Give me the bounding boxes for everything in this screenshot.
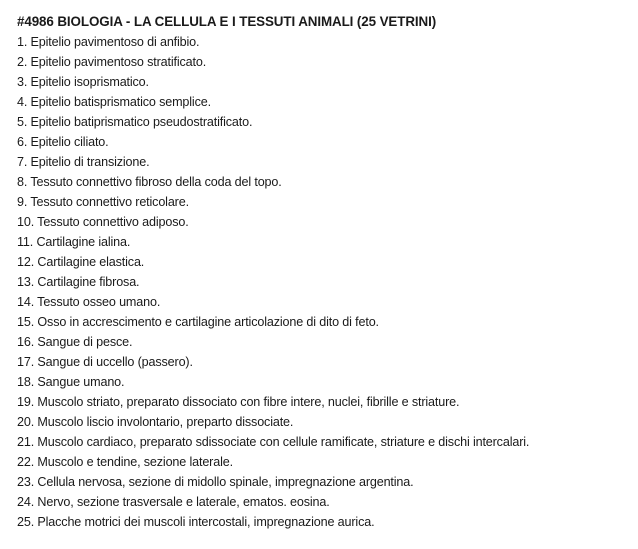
list-item: 16. Sangue di pesce. bbox=[17, 335, 133, 349]
list-item: 17. Sangue di uccello (passero). bbox=[17, 355, 193, 369]
list-item: 15. Osso in accrescimento e cartilagine articolazione di dito di feto. bbox=[17, 315, 379, 329]
list-item: 5. Epitelio batiprismatico pseudostratificato. bbox=[17, 115, 253, 129]
list-item: 11. Cartilagine ialina. bbox=[17, 235, 131, 249]
list-item: 9. Tessuto connettivo reticolare. bbox=[17, 195, 189, 209]
list-item: 10. Tessuto connettivo adiposo. bbox=[17, 215, 189, 229]
list-item: 1. Epitelio pavimentoso di anfibio. bbox=[17, 35, 200, 49]
list-item: 12. Cartilagine elastica. bbox=[17, 255, 145, 269]
list-item: 13. Cartilagine fibrosa. bbox=[17, 275, 140, 289]
list-item: 22. Muscolo e tendine, sezione laterale. bbox=[17, 455, 233, 469]
list-item: 20. Muscolo liscio involontario, preparto dissociate. bbox=[17, 415, 294, 429]
list-item: 23. Cellula nervosa, sezione di midollo spinale, impregnazione argentina. bbox=[17, 475, 414, 489]
list-item: 8. Tessuto connettivo fibroso della coda del topo. bbox=[17, 175, 282, 189]
list-item: 4. Epitelio batisprismatico semplice. bbox=[17, 95, 211, 109]
list-item: 7. Epitelio di transizione. bbox=[17, 155, 150, 169]
list-item: 24. Nervo, sezione trasversale e laterale, ematos. eosina. bbox=[17, 495, 330, 509]
list-item: 2. Epitelio pavimentoso stratificato. bbox=[17, 55, 207, 69]
list-item: 18. Sangue umano. bbox=[17, 375, 125, 389]
list-item: 19. Muscolo striato, preparato dissociato con fibre intere, nuclei, fibrille e striature. bbox=[17, 395, 460, 409]
list-item: 3. Epitelio isoprismatico. bbox=[17, 75, 149, 89]
list-item: 25. Placche motrici dei muscoli intercostali, impregnazione aurica. bbox=[17, 515, 375, 529]
slide-list bbox=[17, 32, 638, 532]
list-item: 6. Epitelio ciliato. bbox=[17, 135, 109, 149]
list-item: 14. Tessuto osseo umano. bbox=[17, 295, 161, 309]
document-title: #4986 BIOLOGIA - LA CELLULA E I TESSUTI ANIMALI (25 VETRINI) bbox=[17, 14, 437, 29]
list-item: 21. Muscolo cardiaco, preparato sdissociate con cellule ramificate, striature e dischi intercalari. bbox=[17, 435, 530, 449]
